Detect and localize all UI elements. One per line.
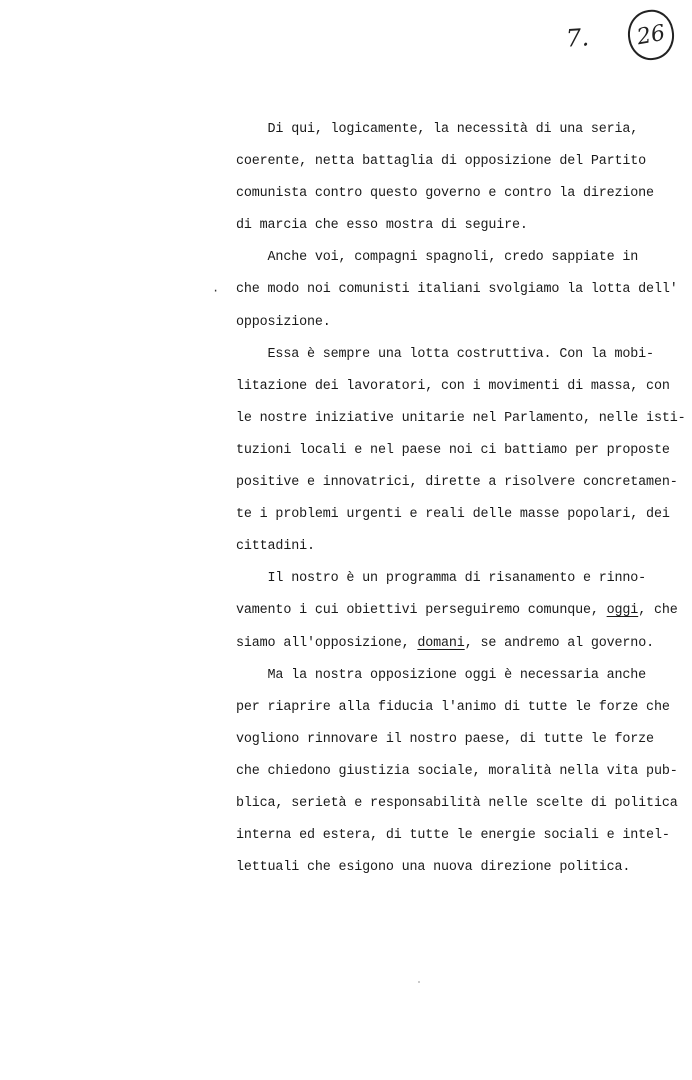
text-line: blica, serietà e responsabilità nelle scelte di politica [236,795,678,811]
text-line: Il nostro è un programma di risanamento e rinno- [236,571,647,587]
text-line: cittadini. [236,539,315,555]
text-line: per riaprire alla fiducia l'animo di tutte le forze che [236,699,670,715]
text-line [236,628,654,660]
text-segment: , che [638,603,678,619]
text-line [236,595,678,627]
margin-mark: · [212,284,220,298]
text-line: Anche voi, compagni spagnoli, credo sappiate in [236,250,639,266]
text-segment: , se andremo al governo. [464,635,654,651]
text-line: Di qui, logicamente, la necessità di una seria, [236,122,639,137]
text-line: tuzioni locali e nel paese noi ci battiamo per proposte [236,442,670,458]
text-line: opposizione. [236,314,331,330]
text-line: di marcia che esso mostra di seguire. [236,218,528,234]
text-line: che chiedono giustizia sociale, moralità nella vita pub- [236,763,678,779]
text-line: te i problemi urgenti e reali delle masse popolari, dei [236,507,670,523]
text-line: comunista contro questo governo e contro la direzione [236,186,654,202]
text-segment: siamo all'opposizione, [236,635,418,651]
circled-sheet-number: 26 [624,6,678,63]
text-line: vogliono rinnovare il nostro paese, di tutte le forze [236,731,654,747]
paper-speck [418,981,420,983]
text-line: le nostre iniziative unitarie nel Parlamento, nelle isti- [236,410,686,426]
text-line: che modo noi comunisti italiani svolgiamo la lotta dell' [236,282,678,298]
body-text [236,114,686,884]
text-line: interna ed estera, di tutte le energie sociali e intel- [236,828,670,844]
handwritten-page-number: 7. [565,23,590,53]
text-line: coerente, netta battaglia di opposizione del Partito [236,154,647,170]
underlined-word: oggi [606,603,639,619]
text-line: positive e innovatrici, dirette a risolvere concretamen- [236,475,678,491]
text-line: lettuali che esigono una nuova direzione politica. [236,860,631,876]
text-segment: vamento i cui obiettivi perseguiremo comunque, [236,603,607,619]
text-line: Ma la nostra opposizione oggi è necessaria anche [236,667,647,683]
text-line: Essa è sempre una lotta costruttiva. Con la mobi- [236,346,654,362]
text-line: litazione dei lavoratori, con i movimenti di massa, con [236,378,670,394]
underlined-word: domani [417,635,465,651]
